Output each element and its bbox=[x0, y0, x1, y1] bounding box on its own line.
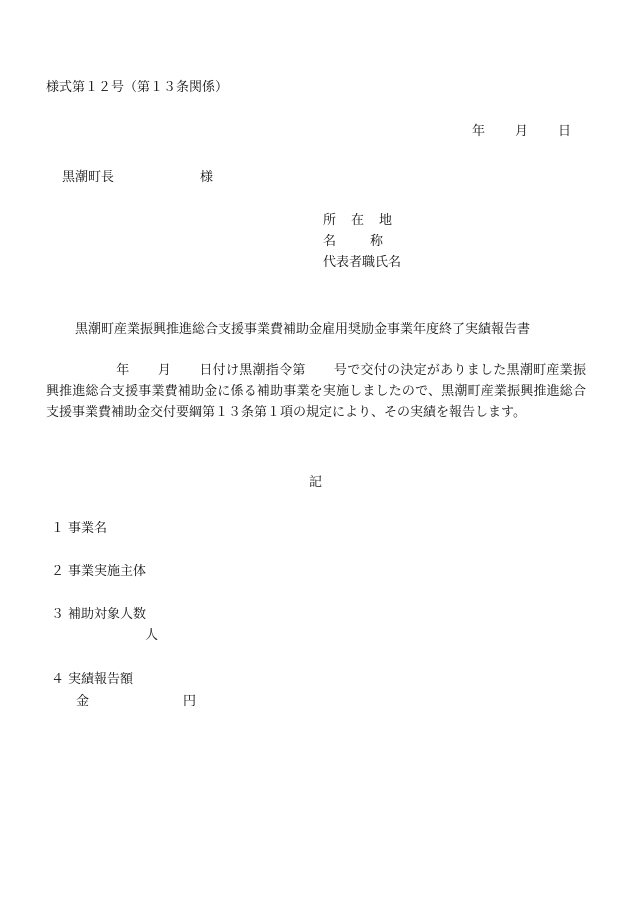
item-business-name bbox=[51, 522, 107, 535]
amount-line bbox=[76, 695, 196, 708]
item-title: 事業名 bbox=[68, 521, 108, 536]
item-title: 補助対象人数 bbox=[68, 607, 147, 622]
item-number: ３ bbox=[51, 607, 65, 622]
headcount-unit: 人 bbox=[145, 628, 159, 643]
item-number: ４ bbox=[51, 672, 65, 687]
date-line bbox=[472, 125, 571, 138]
body-year: 年 bbox=[116, 363, 130, 378]
report-title: 黒潮町産業振興推進総合支援事業費補助金雇用奨励金事業年度終了実績報告書 bbox=[75, 322, 531, 337]
date-year: 年 bbox=[472, 124, 486, 139]
item-subsidy-headcount bbox=[51, 608, 146, 621]
item-title: 事業実施主体 bbox=[68, 564, 147, 579]
body-month: 月 bbox=[157, 363, 172, 378]
ki-heading: 記 bbox=[309, 475, 323, 490]
item-number: ２ bbox=[51, 564, 65, 579]
item-number: １ bbox=[51, 521, 65, 536]
date-month: 月 bbox=[515, 124, 529, 139]
addressee bbox=[62, 171, 213, 184]
applicant-block bbox=[323, 214, 417, 277]
body-day-reference: 日付け黒潮指令第 bbox=[199, 363, 306, 378]
body-text: 号で交付の決定がありました黒潮町産業振興推進総合支援事業費補助金に係る補助事業を実施しましたので、黒潮町産業振興推進総合支援事業費補助金交付要綱第１３条第１項の規定により、その実績を報告します。 bbox=[46, 363, 586, 420]
addressee-name: 黒潮町長 bbox=[62, 170, 115, 185]
addressee-honorific: 様 bbox=[200, 170, 214, 185]
report-body bbox=[46, 360, 586, 423]
address-label: 所在地 bbox=[323, 213, 408, 228]
amount-unit: 円 bbox=[183, 694, 197, 709]
name-label: 名称 bbox=[323, 234, 418, 249]
item-implementing-body bbox=[51, 565, 146, 578]
item-report-amount bbox=[51, 673, 133, 686]
amount-prefix: 金 bbox=[76, 694, 90, 709]
form-number: 様式第１２号（第１３条関係） bbox=[46, 80, 229, 95]
representative-label: 代表者職氏名 bbox=[323, 255, 402, 270]
item-title: 実績報告額 bbox=[68, 672, 134, 687]
date-day: 日 bbox=[558, 124, 572, 139]
